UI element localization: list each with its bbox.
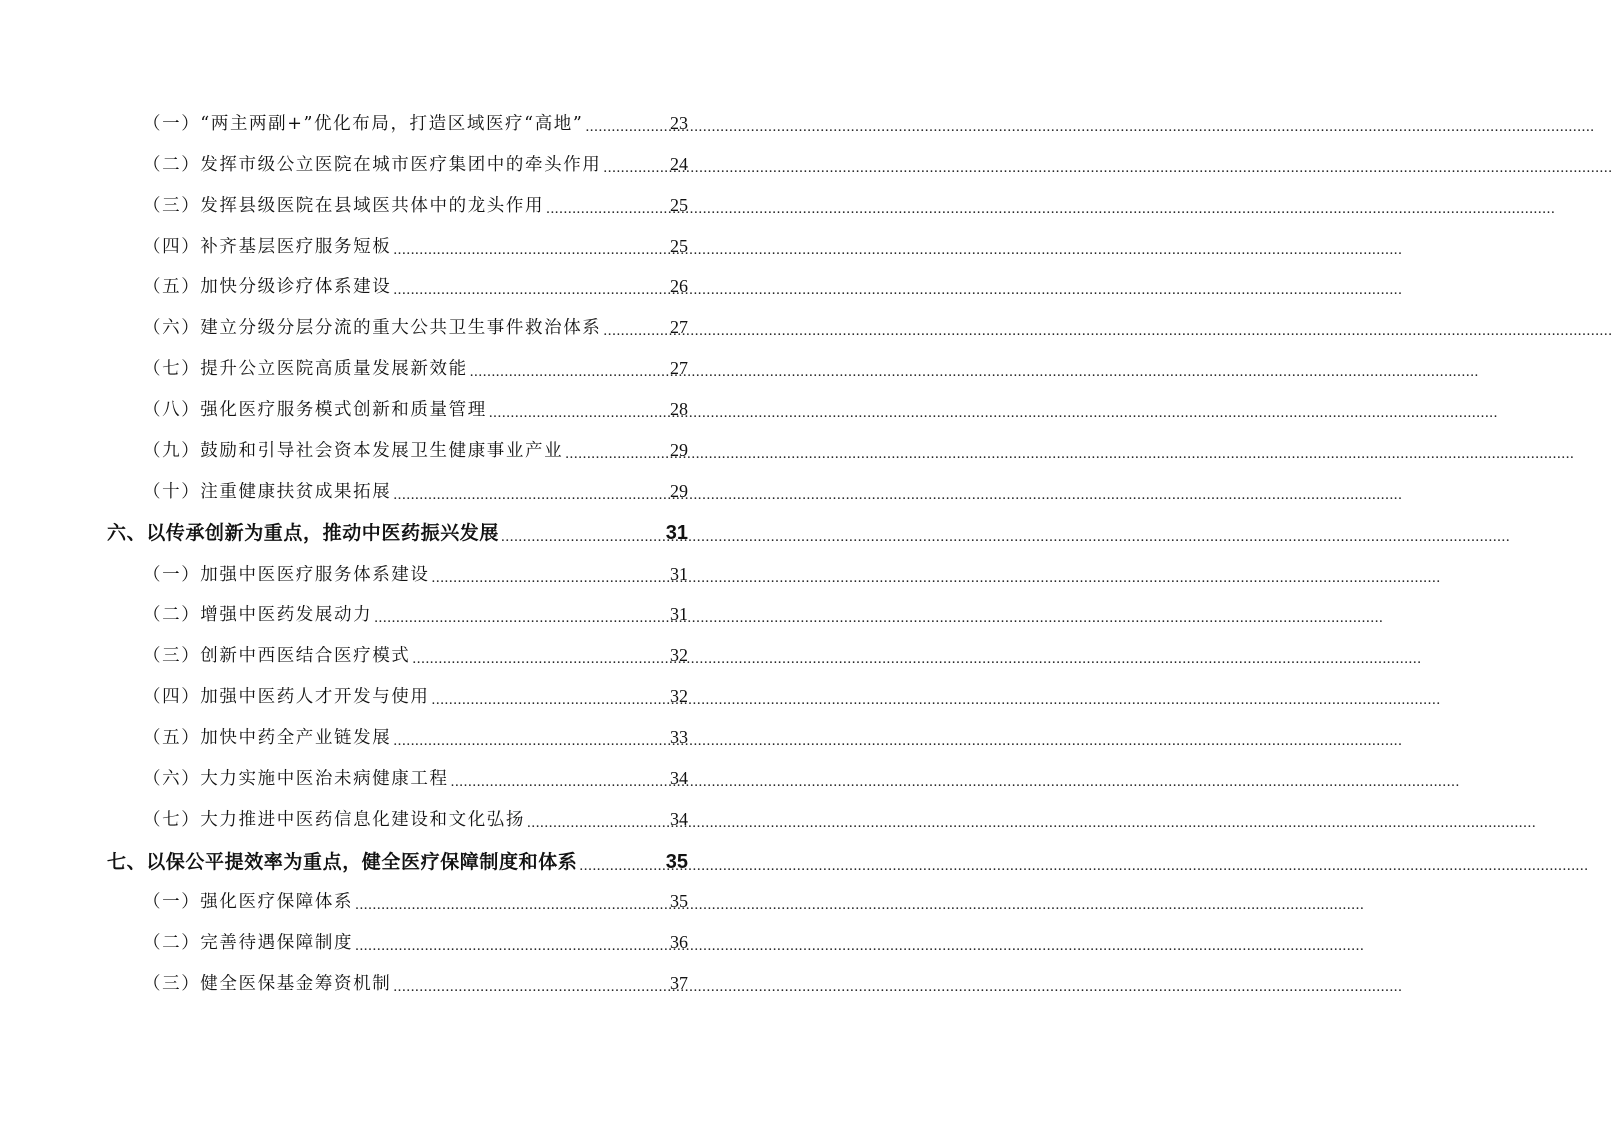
toc-dot-leader [355,894,668,912]
toc-entry[interactable] [143,683,688,708]
toc-entry-title: （五）加快中药全产业链发展 [143,728,392,748]
toc-page-number: 28 [670,399,688,419]
toc-entry[interactable] [143,233,688,258]
toc-entry-title: （二）完善待遇保障制度 [143,933,354,953]
toc-dot-leader [412,648,668,666]
toc-entry[interactable] [143,273,688,298]
toc-page-number: 31 [670,564,688,584]
toc-entry-title: （五）加快分级诊疗体系建设 [143,277,392,297]
toc-entry[interactable] [143,151,688,176]
toc-entry[interactable] [143,601,688,626]
toc-entry[interactable] [143,970,688,995]
toc-entry-title: （三）健全医保基金筹资机制 [143,974,392,994]
toc-dot-leader [603,320,668,338]
toc-entry-title: （一）强化医疗保障体系 [143,892,354,912]
toc-page-number: 27 [670,317,688,337]
toc-dot-leader [451,771,668,789]
toc-entry-title: （四）补齐基层医疗服务短板 [143,237,392,257]
toc-chapter-entry[interactable] [107,847,688,874]
toc-entry-title: （二）增强中医药发展动力 [143,605,373,625]
toc-page-number: 35 [665,851,688,873]
toc-dot-leader [393,239,668,257]
toc-entry[interactable] [143,929,688,954]
toc-entry-title: （一）“两主两副+”优化布局，打造区域医疗“高地” [143,114,584,134]
toc-entry[interactable] [143,561,688,586]
toc-dot-leader [470,361,668,379]
toc-dot-leader [501,524,664,543]
toc-entry[interactable] [143,888,688,913]
toc-page-number: 32 [670,686,688,706]
toc-dot-leader [374,607,668,625]
toc-page-number: 24 [670,154,688,174]
toc-page-number: 29 [670,440,688,460]
toc-dot-leader [393,976,668,994]
toc-entry[interactable] [143,314,688,339]
toc-entry[interactable] [143,437,688,462]
toc-page-number: 34 [670,809,688,829]
toc-page-number: 26 [670,276,688,296]
toc-entry[interactable] [143,478,688,503]
toc-entry[interactable] [143,355,688,380]
toc-chapter-title: 六、以传承创新为重点，推动中医药振兴发展 [107,522,500,544]
toc-entry[interactable] [143,192,688,217]
toc-page-number: 34 [670,768,688,788]
toc-page-number: 36 [670,932,688,952]
toc-dot-leader [603,157,668,175]
toc-entry-title: （七）提升公立医院高质量发展新效能 [143,359,468,379]
toc-dot-leader [432,567,669,585]
toc-page-number: 31 [670,604,688,624]
toc-dot-leader [579,853,663,872]
toc-dot-leader [393,484,668,502]
toc-dot-leader [546,198,668,216]
toc-entry-title: （九）鼓励和引导社会资本发展卫生健康事业产业 [143,441,564,461]
toc-entry[interactable] [143,396,688,421]
toc-page-number: 27 [670,358,688,378]
toc-page-number: 33 [670,727,688,747]
toc-dot-leader [565,443,668,461]
toc-entry-title: （六）大力实施中医治未病健康工程 [143,769,449,789]
toc-entry[interactable] [143,642,688,667]
toc-page-number: 25 [670,195,688,215]
toc-entry-title: （二）发挥市级公立医院在城市医疗集团中的牵头作用 [143,155,602,175]
toc-dot-leader [393,279,668,297]
toc-entry[interactable] [143,724,688,749]
toc-dot-leader [585,116,668,134]
table-of-contents [0,0,793,1122]
toc-entry[interactable] [143,110,688,135]
toc-entry-title: （七）大力推进中医药信息化建设和文化弘扬 [143,810,525,830]
toc-entry-title: （八）强化医疗服务模式创新和质量管理 [143,400,487,420]
toc-dot-leader [527,812,668,830]
toc-dot-leader [432,689,669,707]
toc-dot-leader [355,935,668,953]
toc-page-number: 25 [670,236,688,256]
toc-dot-leader [489,402,668,420]
toc-entry-title: （三）发挥县级医院在县域医共体中的龙头作用 [143,196,545,216]
toc-entry[interactable] [143,806,688,831]
toc-entry-title: （十）注重健康扶贫成果拓展 [143,482,392,502]
toc-page-number: 37 [670,973,688,993]
toc-entry-title: （四）加强中医药人才开发与使用 [143,687,430,707]
toc-entry[interactable] [143,765,688,790]
toc-chapter-entry[interactable] [107,518,688,545]
toc-page-number: 35 [670,891,688,911]
toc-page-number: 23 [670,113,688,133]
toc-entry-title: （六）建立分级分层分流的重大公共卫生事件救治体系 [143,318,602,338]
toc-entry-title: （三）创新中西医结合医疗模式 [143,646,411,666]
toc-entry-title: （一）加强中医医疗服务体系建设 [143,565,430,585]
toc-chapter-title: 七、以保公平提效率为重点，健全医疗保障制度和体系 [107,851,578,873]
toc-page-number: 32 [670,645,688,665]
toc-page-number: 31 [665,522,688,544]
toc-dot-leader [393,730,668,748]
toc-page-number: 29 [670,481,688,501]
